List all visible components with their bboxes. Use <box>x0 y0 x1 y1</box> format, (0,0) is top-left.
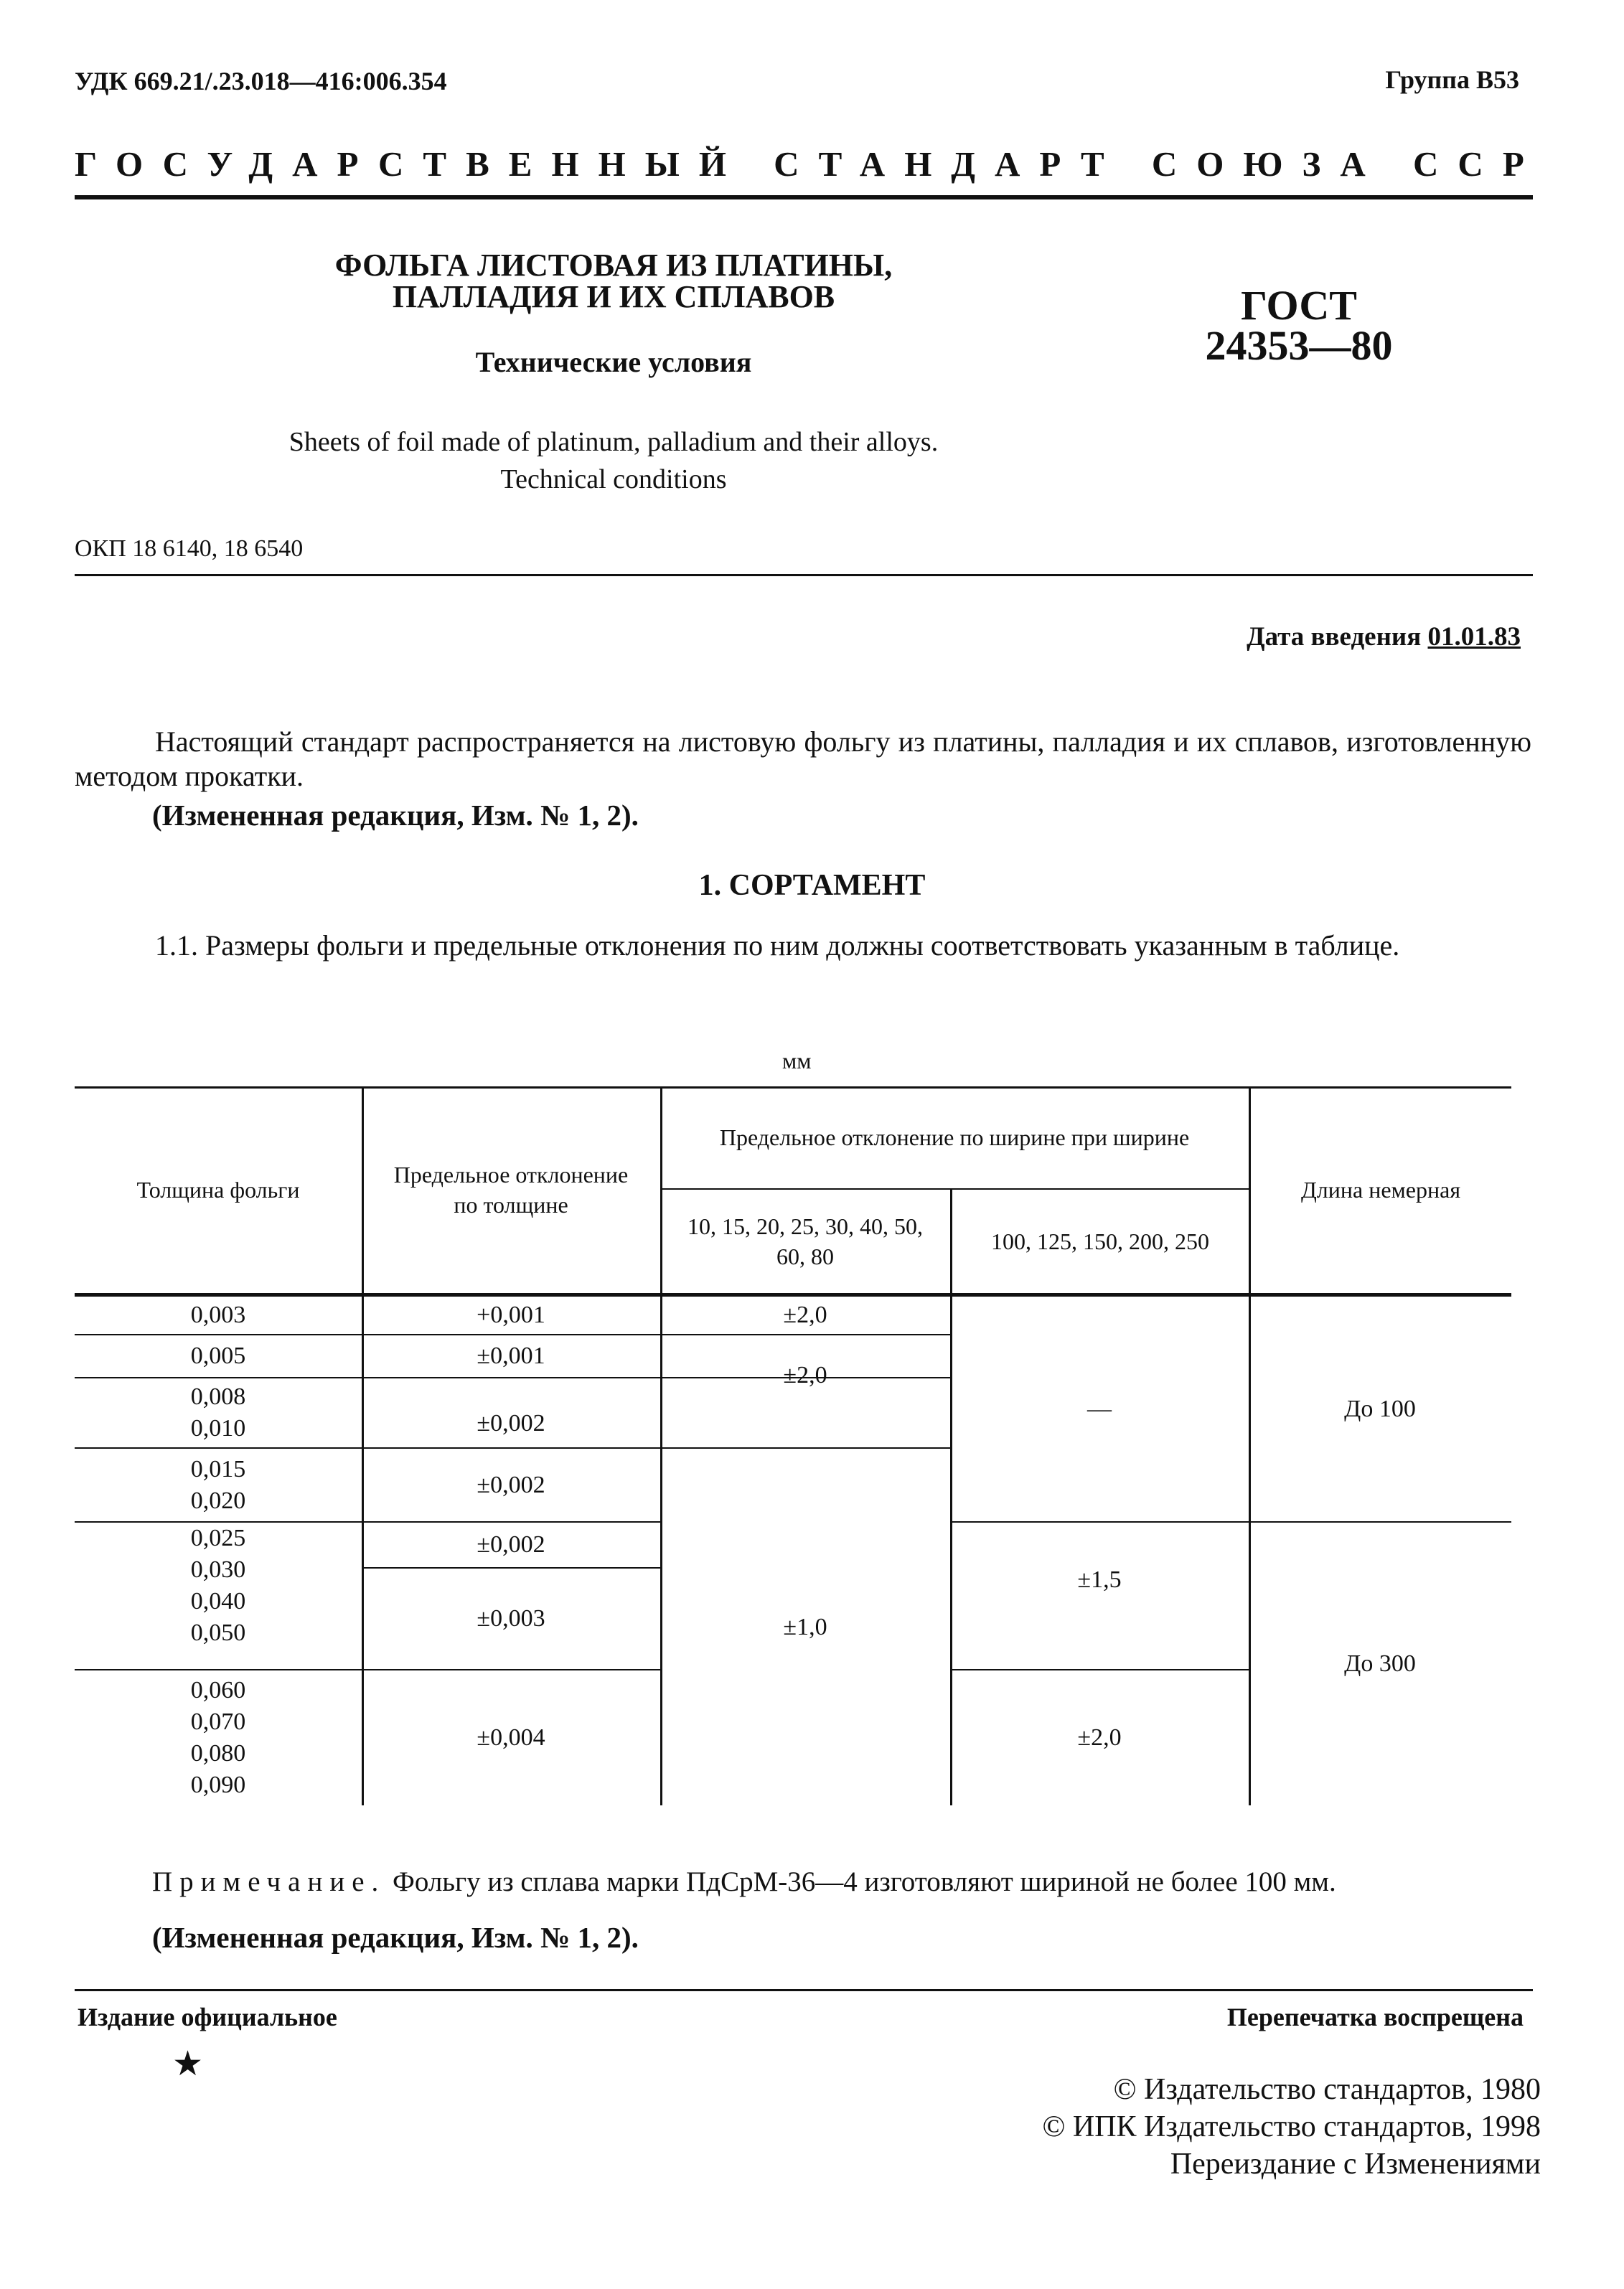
table-note <box>152 1866 1336 1898</box>
header-thickness: Толщина фольги <box>136 1177 300 1203</box>
thickness-value: 0,025 <box>190 1525 246 1551</box>
dimensions-table <box>75 1086 1511 1805</box>
copyright-line-1: © Издательство стандартов, 1980 <box>1113 2073 1541 2106</box>
gost-label: ГОСТ <box>1241 282 1357 329</box>
thickness-value: 0,040 <box>190 1588 246 1614</box>
header-width-group-2: 100, 125, 150, 200, 250 <box>991 1228 1209 1254</box>
state-standard-header: ГОСУДАРСТВЕННЫЙ СТАНДАРТ СОЮЗА ССР <box>75 144 1544 184</box>
okp-rule <box>75 574 1533 576</box>
thickness-value: 0,050 <box>190 1620 246 1646</box>
width-deviation-cell: — <box>1087 1395 1112 1422</box>
thickness-value: 0,010 <box>190 1415 246 1442</box>
copyright-line-2: © ИПК Издательство стандартов, 1998 <box>1042 2110 1541 2143</box>
reissue-note: Переиздание с Изменениями <box>1170 2148 1541 2181</box>
thickness-cell: 0,003 <box>190 1302 246 1328</box>
intro-paragraph: Настоящий стандарт распространяется на листовую фольгу из платины, палладия и их сплавов, изготовленную методом прокатки. <box>75 725 1531 792</box>
introduction-date-value: 01.01.83 <box>1427 622 1521 652</box>
reprint-prohibited-label: Перепечатка воспрещена <box>1226 2003 1524 2031</box>
english-title-line-2: Technical conditions <box>500 464 727 494</box>
thickness-deviation-cell: ±0,003 <box>477 1605 545 1632</box>
english-title-line-1: Sheets of foil made of platinum, palladium and their alloys. <box>288 427 939 457</box>
official-edition-label: Издание официальное <box>78 2003 337 2031</box>
thickness-deviation-cell: ±0,001 <box>477 1343 545 1369</box>
english-title <box>215 423 1012 498</box>
thickness-value: 0,090 <box>190 1772 246 1798</box>
thickness-cell <box>75 1378 362 1447</box>
title-line-1: ФОЛЬГА ЛИСТОВАЯ ИЗ ПЛАТИНЫ, <box>334 248 893 283</box>
header-rule <box>75 195 1533 199</box>
note-label: Примечание. <box>152 1866 386 1897</box>
gost-number-block <box>1191 282 1407 369</box>
thickness-value: 0,020 <box>190 1487 246 1514</box>
header-width-group-1: 10, 15, 20, 25, 30, 40, 50, 60, 80 <box>687 1213 923 1269</box>
width-deviation-cell: ±2,0 <box>783 1302 827 1328</box>
width-deviation-cell: ±2,0 <box>783 1362 827 1388</box>
thickness-value: 0,008 <box>190 1383 246 1410</box>
introduction-date-label: Дата введения <box>1247 622 1422 652</box>
thickness-cell <box>75 1523 362 1669</box>
note-text: Фольгу из сплава марки ПдСрМ-36—4 изготовляют шириной не более 100 мм. <box>393 1866 1336 1897</box>
document-title-block <box>215 250 1012 498</box>
width-deviation-cell: ±1,5 <box>1077 1566 1122 1593</box>
thickness-deviation-cell: ±0,002 <box>477 1531 545 1558</box>
thickness-deviation-cell: ±0,002 <box>477 1410 545 1437</box>
okp-code: ОКП 18 6140, 18 6540 <box>75 535 304 562</box>
copyright-block <box>1042 2071 1541 2183</box>
length-cell: До 100 <box>1344 1395 1416 1422</box>
document-subtitle: Технические условия <box>475 346 752 378</box>
footer-rule <box>75 1989 1533 1991</box>
thickness-deviation-cell: +0,001 <box>477 1302 545 1328</box>
thickness-cell: 0,005 <box>190 1343 246 1369</box>
width-deviation-cell: ±1,0 <box>783 1613 827 1640</box>
gost-number: 24353—80 <box>1205 322 1393 369</box>
table-unit: мм <box>782 1048 812 1073</box>
length-cell: До 300 <box>1344 1650 1416 1677</box>
intro-amendment-note: (Измененная редакция, Изм. № 1, 2). <box>152 799 639 832</box>
introduction-date <box>1247 621 1521 652</box>
document-title <box>215 250 1012 313</box>
width-deviation-cell: ±2,0 <box>1077 1724 1122 1751</box>
thickness-cell <box>75 1449 362 1521</box>
thickness-value: 0,030 <box>190 1556 246 1583</box>
thickness-value: 0,060 <box>190 1677 246 1703</box>
header-width-deviation: Предельное отклонение по ширине при ширине <box>719 1124 1190 1150</box>
thickness-cell <box>75 1670 362 1805</box>
thickness-deviation-cell: ±0,002 <box>477 1471 545 1498</box>
title-line-2: ПАЛЛАДИЯ И ИХ СПЛАВОВ <box>392 279 835 314</box>
note-amendment: (Измененная редакция, Изм. № 1, 2). <box>152 1921 639 1954</box>
star-icon: ★ <box>172 2045 204 2083</box>
udk-code: УДК 669.21/.23.018—416:006.354 <box>75 67 447 95</box>
header-length: Длина немерная <box>1300 1177 1461 1203</box>
thickness-value: 0,015 <box>190 1455 246 1482</box>
sortament-paragraph: 1.1. Размеры фольги и предельные отклонения по ним должны соответствовать указанным в таблице. <box>155 929 1400 962</box>
group-code: Группа В53 <box>1385 65 1519 94</box>
thickness-value: 0,070 <box>190 1708 246 1735</box>
thickness-value: 0,080 <box>190 1740 246 1767</box>
header-thickness-deviation: Предельное отклонение по толщине <box>393 1162 629 1218</box>
section-title: 1. СОРТАМЕНТ <box>698 869 926 902</box>
thickness-deviation-cell: ±0,004 <box>477 1724 545 1751</box>
